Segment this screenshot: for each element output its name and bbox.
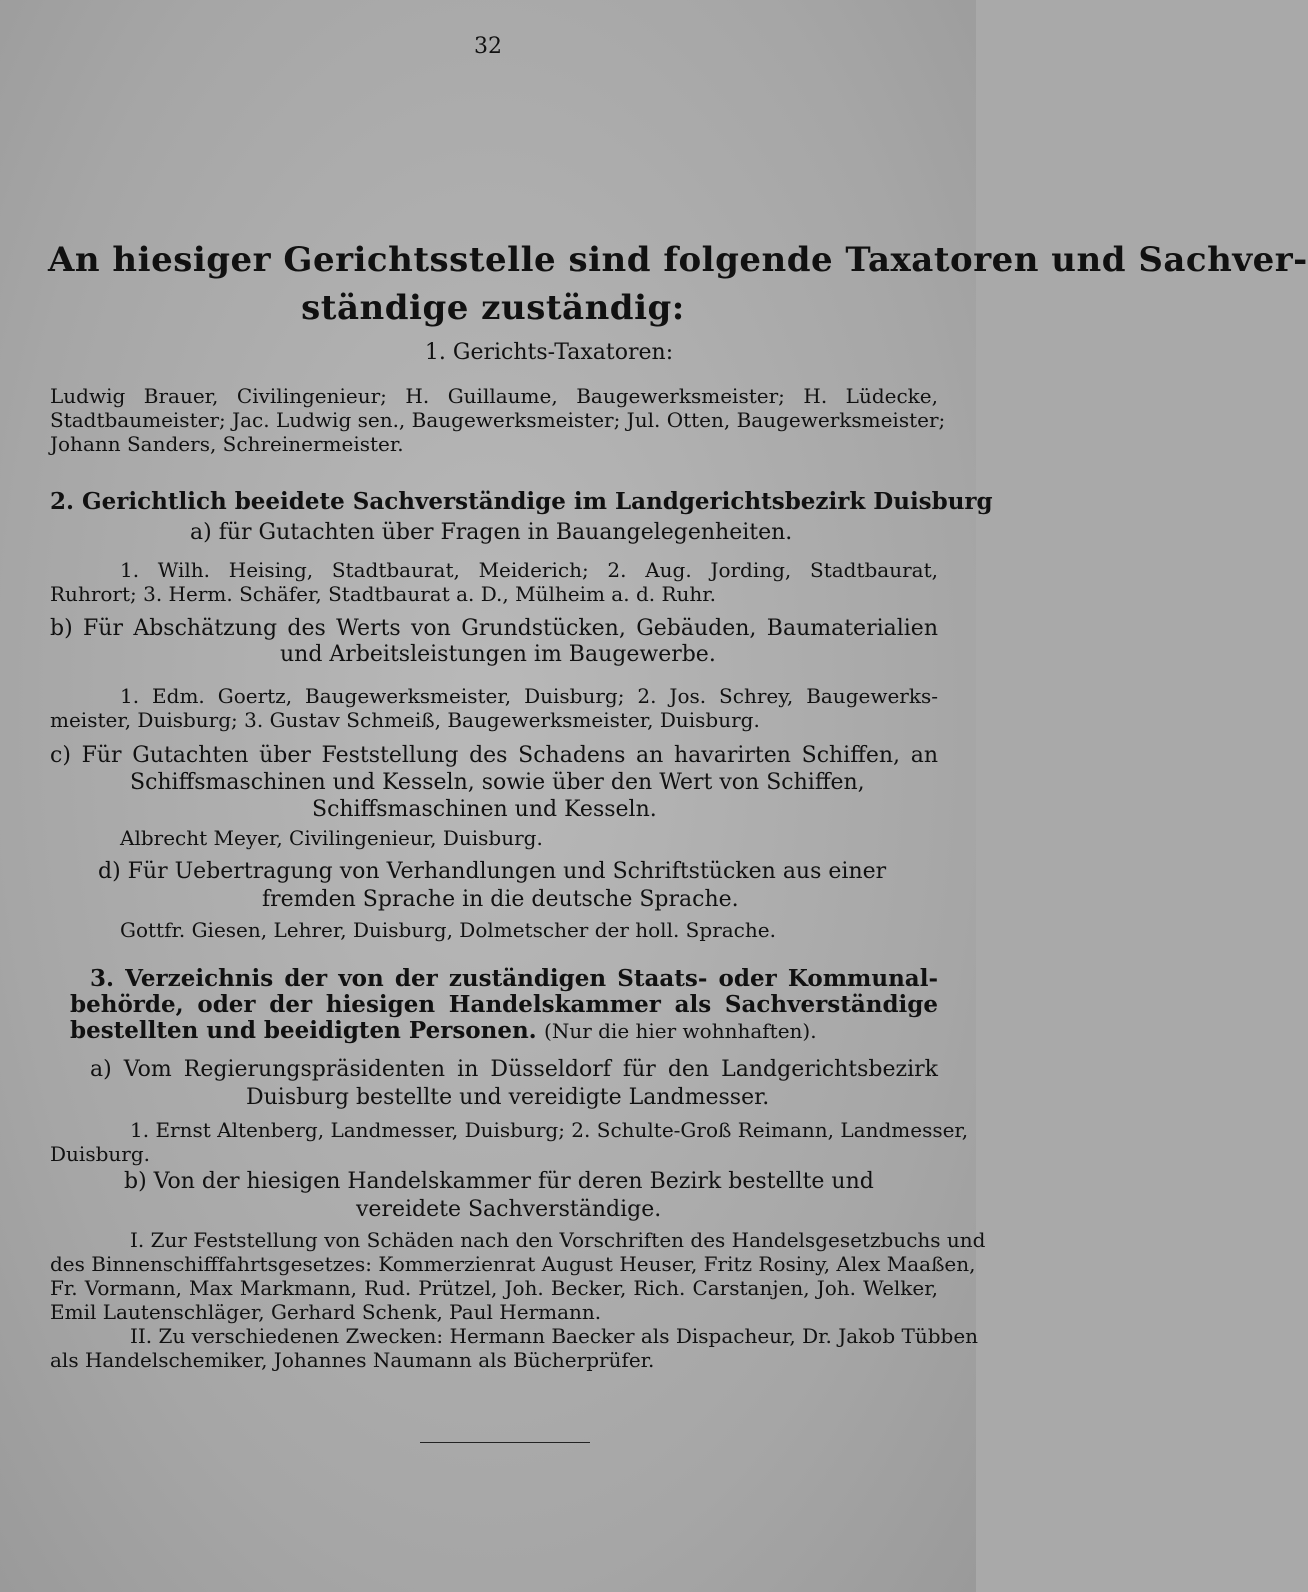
- body-line: Duisburg.: [50, 1142, 150, 1166]
- page-number: 32: [474, 34, 502, 59]
- section-3-title-3: bestellten und beeidigten Personen.: [70, 1017, 537, 1044]
- section-3a-body: [50, 1118, 969, 1166]
- section-2b-title-1: b) Für Abschätzung des Werts von Grundstücken, Gebäuden, Baumaterialien: [50, 616, 938, 641]
- section-2b: [50, 616, 938, 668]
- heading-line-2: ständige zuständig:: [301, 288, 685, 328]
- section-2d-title-2: fremden Sprache in die deutsche Sprache.: [262, 887, 739, 912]
- section-2d-body: [50, 918, 938, 942]
- section-2b-body: [50, 684, 938, 732]
- body-line: 1. Wilh. Heising, Stadtbaurat, Meiderich; 2. Aug. Jording, Stadtbaurat,: [120, 558, 938, 582]
- section-2c-title-2: Schiffsmaschinen und Kesseln, sowie über den Wert von Schiffen,: [130, 770, 865, 795]
- body-line: des Binnenschifffahrtsgesetzes: Kommerzienrat August Heuser, Fritz Rosiny, Alex Maaßen,: [50, 1252, 976, 1276]
- section-3b-title-2: vereidete Sachverständige.: [356, 1197, 662, 1222]
- body-line: I. Zur Feststellung von Schäden nach den Vorschriften des Handelsgesetzbuchs und: [130, 1228, 986, 1252]
- section-2c-title-3: Schiffsmaschinen und Kesseln.: [312, 797, 657, 822]
- body-line: meister, Duisburg; 3. Gustav Schmeiß, Baugewerksmeister, Duisburg.: [50, 708, 760, 732]
- section-2-title: 2. Gerichtlich beeidete Sachverständige im Landgerichtsbezirk Duisburg: [50, 488, 993, 515]
- body-line: Ludwig Brauer, Civilingenieur; H. Guillaume, Baugewerksmeister; H. Lüdecke,: [50, 384, 938, 408]
- section-2a: [50, 520, 938, 545]
- section-2a-title: a) für Gutachten über Fragen in Bauangelegenheiten.: [190, 520, 793, 545]
- section-3a-title-2: Duisburg bestellte und vereidigte Landmesser.: [246, 1085, 770, 1110]
- body-line: Stadtbaumeister; Jac. Ludwig sen., Baugewerksmeister; Jul. Otten, Baugewerksmeister;: [50, 408, 946, 432]
- section-2a-body: [50, 558, 938, 606]
- section-2b-title-2: und Arbeitsleistungen im Baugewerbe.: [280, 642, 716, 667]
- section-2c: [50, 742, 938, 823]
- body-line: als Handelschemiker, Johannes Naumann als Bücherprüfer.: [50, 1348, 655, 1372]
- section-3b-body: [50, 1228, 986, 1372]
- section-2: [50, 488, 993, 515]
- body-line: Johann Sanders, Schreinermeister.: [50, 432, 404, 456]
- section-3b-title-1: b) Von der hiesigen Handelskammer für deren Bezirk bestellte und: [124, 1169, 874, 1194]
- section-3a: [50, 1056, 938, 1112]
- heading-line-1: An hiesiger Gerichtsstelle sind folgende Taxatoren und Sachver-: [48, 240, 1308, 280]
- section-2c-title-1: c) Für Gutachten über Feststellung des Schadens an havarirten Schiffen, an: [50, 743, 938, 768]
- section-2c-body: [50, 826, 938, 850]
- section-3a-title-1: a) Vom Regierungspräsidenten in Düsseldorf für den Landgerichtsbezirk: [90, 1057, 938, 1082]
- page-heading: [48, 236, 1308, 332]
- body-line: Albrecht Meyer, Civilingenieur, Duisburg.: [120, 826, 543, 850]
- section-3b: [50, 1168, 938, 1224]
- body-line: Ruhrort; 3. Herm. Schäfer, Stadtbaurat a. D., Mülheim a. d. Ruhr.: [50, 582, 717, 606]
- body-line: Fr. Vormann, Max Markmann, Rud. Prützel, Joh. Becker, Rich. Carstanjen, Joh. Welker,: [50, 1276, 938, 1300]
- section-3-note: (Nur die hier wohnhaften).: [544, 1019, 817, 1043]
- body-line: Gottfr. Giesen, Lehrer, Duisburg, Dolmetscher der holl. Sprache.: [120, 918, 776, 942]
- body-line: 1. Edm. Goertz, Baugewerksmeister, Duisburg; 2. Jos. Schrey, Baugewerks-: [120, 684, 938, 708]
- section-1: [50, 340, 938, 365]
- section-3: [50, 966, 938, 1044]
- section-3-title-2: behörde, oder der hiesigen Handelskammer als Sachverständige: [70, 991, 938, 1018]
- section-1-title: 1. Gerichts-Taxatoren:: [424, 340, 674, 365]
- closing-rule: [420, 1442, 590, 1443]
- section-2d-title-1: d) Für Uebertragung von Verhandlungen und Schriftstücken aus einer: [98, 859, 887, 884]
- body-line: II. Zu verschiedenen Zwecken: Hermann Baecker als Dispacheur, Dr. Jakob Tübben: [130, 1324, 979, 1348]
- body-line: 1. Ernst Altenberg, Landmesser, Duisburg; 2. Schulte-Groß Reimann, Landmesser,: [130, 1118, 969, 1142]
- section-2d: [50, 858, 938, 914]
- section-3-title-1: 3. Verzeichnis der von der zuständigen Staats- oder Kommunal-: [90, 965, 938, 992]
- body-line: Emil Lautenschläger, Gerhard Schenk, Paul Hermann.: [50, 1300, 602, 1324]
- section-1-body: [50, 384, 946, 456]
